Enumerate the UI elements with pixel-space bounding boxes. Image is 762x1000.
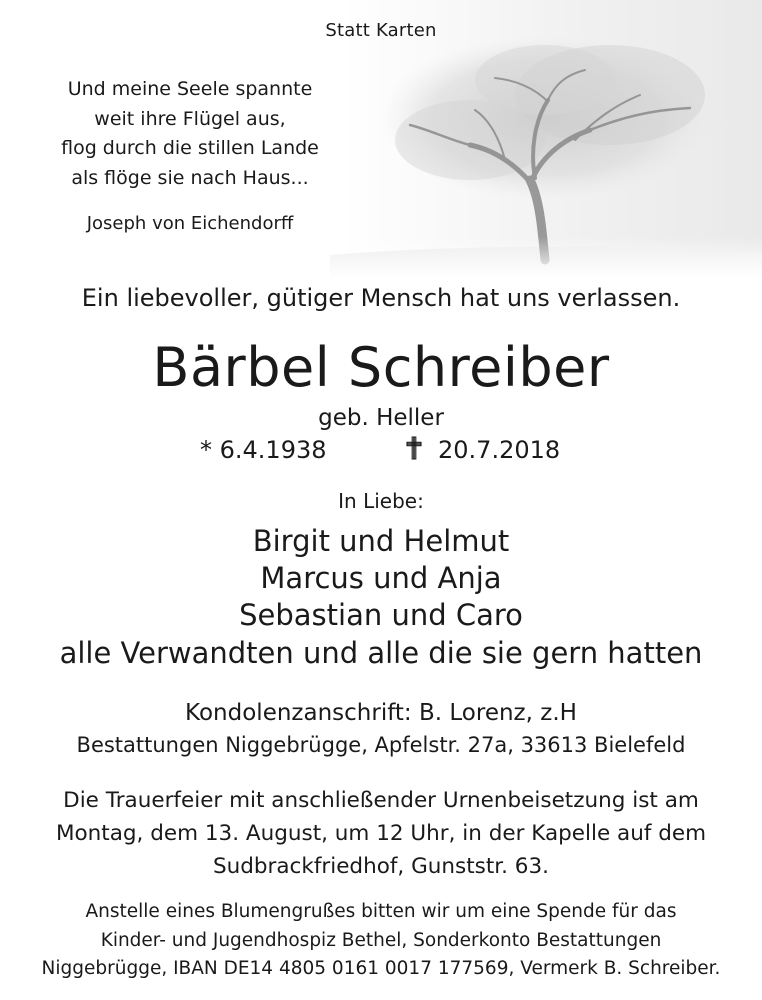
donation-line: Niggebrügge, IBAN DE14 4805 0161 0017 177569, Vermerk B. Schreiber.: [41, 958, 721, 979]
family-label: In Liebe:: [338, 489, 424, 513]
poem: [50, 75, 330, 193]
poem-line: als flöge sie nach Haus...: [71, 166, 309, 189]
birth-date: * 6.4.1938: [200, 436, 327, 464]
death-date: 20.7.2018: [438, 436, 561, 464]
ceremony-line: Die Trauerfeier mit anschließender Urnenbeisetzung ist am: [63, 788, 699, 813]
ceremony-line: Montag, dem 13. August, um 12 Uhr, in der Kapelle auf dem: [55, 821, 707, 846]
condolence-address-line1: Kondolenzanschrift: B. Lorenz, z.H: [185, 700, 577, 726]
ceremony-info: [0, 784, 762, 883]
poem-line: Und meine Seele spannte: [67, 78, 313, 100]
family-member: alle Verwandten und alle die sie gern hatten: [59, 636, 703, 670]
ceremony-line: Sudbrackfriedhof, Gunststr. 63.: [212, 854, 550, 879]
condolence-address-line2: Bestattungen Niggebrügge, Apfelstr. 27a, 33613 Bielefeld: [76, 733, 686, 757]
maiden-name: geb. Heller: [318, 405, 444, 431]
family-member: Sebastian und Caro: [239, 598, 523, 632]
poem-line: weit ihre Flügel aus,: [94, 107, 286, 130]
donation-line: Anstelle eines Blumengrußes bitten wir um eine Spende für das: [85, 901, 677, 922]
poem-author: Joseph von Eichendorff: [86, 213, 294, 234]
family-member: Marcus und Anja: [260, 561, 502, 595]
poem-line: flog durch die stillen Lande: [61, 137, 319, 159]
donation-line: Kinder- und Jugendhospiz Bethel, Sonderkonto Bestattungen: [100, 929, 662, 951]
intro-text: Ein liebevoller, gütiger Mensch hat uns verlassen.: [81, 284, 681, 312]
deceased-name: Bärbel Schreiber: [152, 336, 610, 399]
statt-karten: Statt Karten: [325, 20, 437, 41]
cross-icon: [404, 436, 424, 460]
donation-info: [0, 898, 762, 984]
death-date-group: [404, 436, 560, 464]
family-member: Birgit und Helmut: [252, 524, 510, 558]
